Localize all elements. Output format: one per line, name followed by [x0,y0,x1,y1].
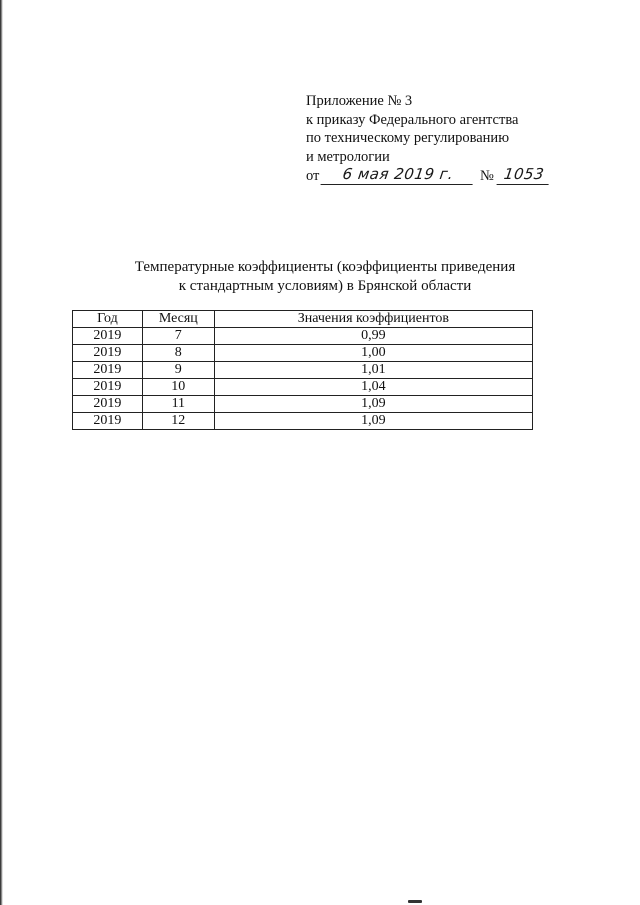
table-row [73,379,533,396]
cell-year: 2019 [73,345,143,362]
cell-month: 7 [142,328,214,345]
cell-month: 10 [142,379,214,396]
cell-month: 11 [142,396,214,413]
cell-year: 2019 [73,362,143,379]
cell-coefficient: 1,09 [214,413,532,430]
order-number-label: № [480,168,494,184]
cell-coefficient: 1,01 [214,362,532,379]
header-year: Год [73,311,143,328]
handwritten-order-number: 1053 [497,164,552,185]
document-title-line-2: к стандартным условиям) в Брянской области [178,278,472,294]
order-reference-line-2: по техническому регулированию [306,130,510,146]
order-prefix: от [306,168,320,184]
scan-artifact [408,900,422,903]
coefficients-table [72,310,533,430]
cell-coefficient: 1,00 [214,345,532,362]
table-row [73,345,533,362]
cell-month: 8 [142,345,214,362]
cell-coefficient: 1,09 [214,396,532,413]
document-title-line-1: Температурные коэффициенты (коэффициенты приведения [134,259,516,275]
cell-year: 2019 [73,379,143,396]
table-row [73,328,533,345]
order-date-number-line [306,164,566,190]
cell-month: 9 [142,362,214,379]
table-header-row [73,311,533,328]
cell-year: 2019 [73,396,143,413]
table-row [73,362,533,379]
scan-edge [0,0,3,905]
order-reference-line-1: к приказу Федерального агентства [306,111,519,128]
document-title [60,258,590,296]
handwritten-order-date: 6 мая 2019 г. [321,164,476,185]
order-reference-line-3: и метрологии [306,148,390,165]
appendix-header [306,92,566,166]
cell-coefficient: 0,99 [214,328,532,345]
header-month: Месяц [142,311,214,328]
table-row [73,413,533,430]
cell-coefficient: 1,04 [214,379,532,396]
appendix-title: Приложение № 3 [306,93,413,109]
cell-year: 2019 [73,413,143,430]
header-coefficient: Значения коэффициентов [214,311,532,328]
table-row [73,396,533,413]
cell-month: 12 [142,413,214,430]
cell-year: 2019 [73,328,143,345]
